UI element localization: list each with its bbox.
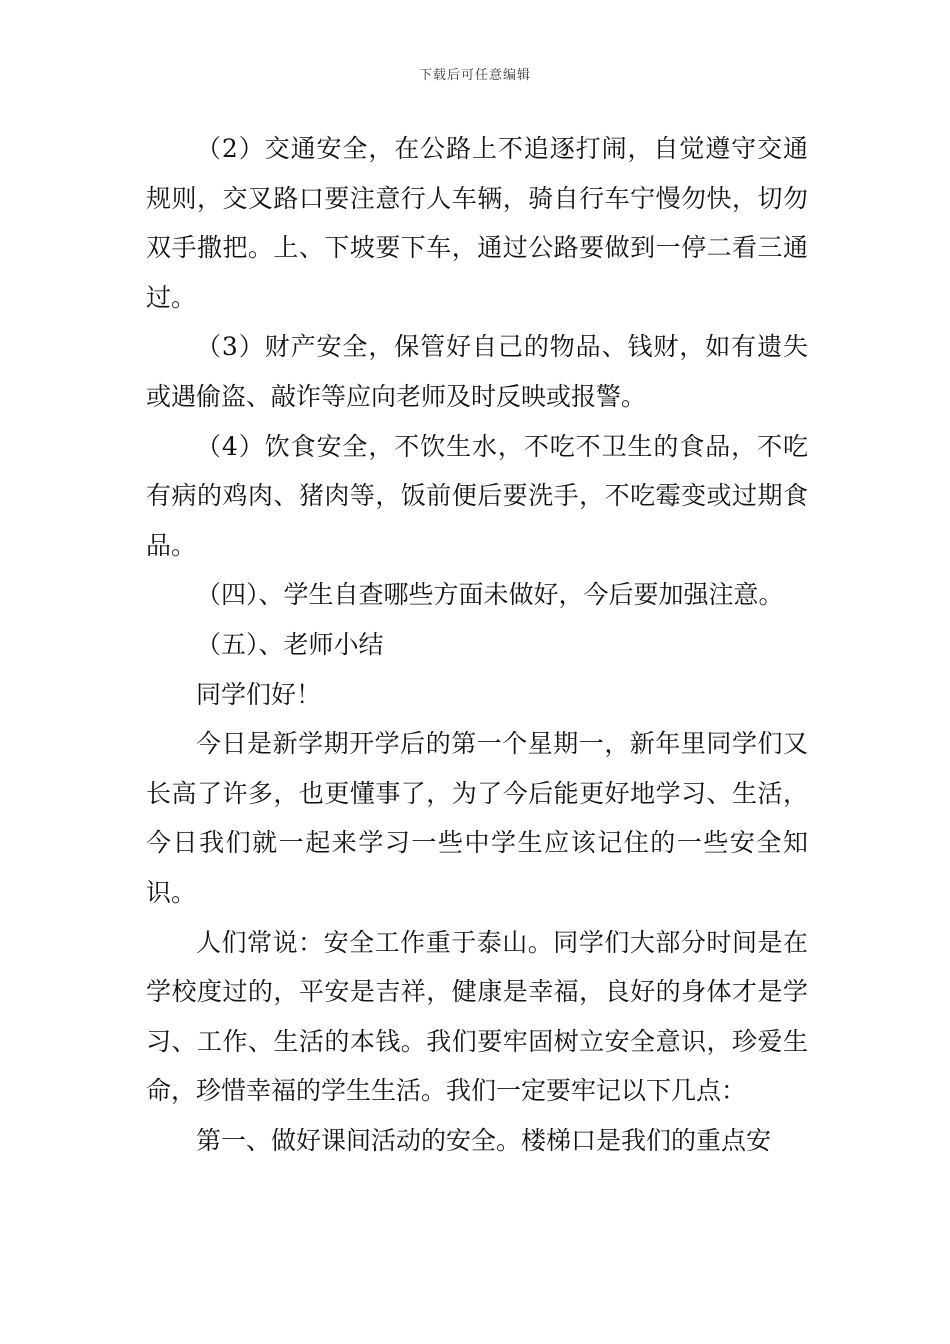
page-header-note: 下载后可任意编辑: [418, 68, 531, 83]
paragraph-teacher-summary: （五）、老师小结: [196, 629, 384, 659]
paragraph-safety-importance: 人们常说：安全工作重于泰山。同学们大部分时间是在学校度过的，平安是吉祥，健康是幸福，良好的身体才是学习、工作、生活的本钱。我们要牢固树立安全意识，珍爱生命，珍惜幸福的学生生活。我们一定要牢记以下几点：: [146, 927, 808, 1106]
paragraph-greeting: 同学们好！: [196, 679, 322, 709]
paragraph-property-safety: （3）财产安全，保管好自己的物品、钱财，如有遗失或遇偷盗、敲诈等应向老师及时反映或报警。: [146, 332, 808, 411]
document-body: [146, 124, 808, 1165]
paragraph-food-safety: （4）饮食安全，不饮生水，不吃不卫生的食品，不吃有病的鸡肉、猪肉等，饭前便后要洗手，不吃霉变或过期食品。: [146, 431, 808, 560]
paragraph-traffic-safety: （2）交通安全，在公路上不追逐打闹，自觉遵守交通规则，交叉路口要注意行人车辆，骑自行车宁慢勿快，切勿双手撒把。上、下坡要下车，通过公路要做到一停二看三通过。: [146, 134, 808, 312]
paragraph-intro: 今日是新学期开学后的第一个星期一，新年里同学们又长高了许多，也更懂事了，为了今后能更好地学习、生活，今日我们就一起来学习一些中学生应该记住的一些安全知识。: [146, 729, 808, 907]
paragraph-first-point: 第一、做好课间活动的安全。楼梯口是我们的重点安: [196, 1125, 772, 1155]
paragraph-self-check: （四）、学生自查哪些方面未做好，今后要加强注意。: [196, 580, 784, 610]
